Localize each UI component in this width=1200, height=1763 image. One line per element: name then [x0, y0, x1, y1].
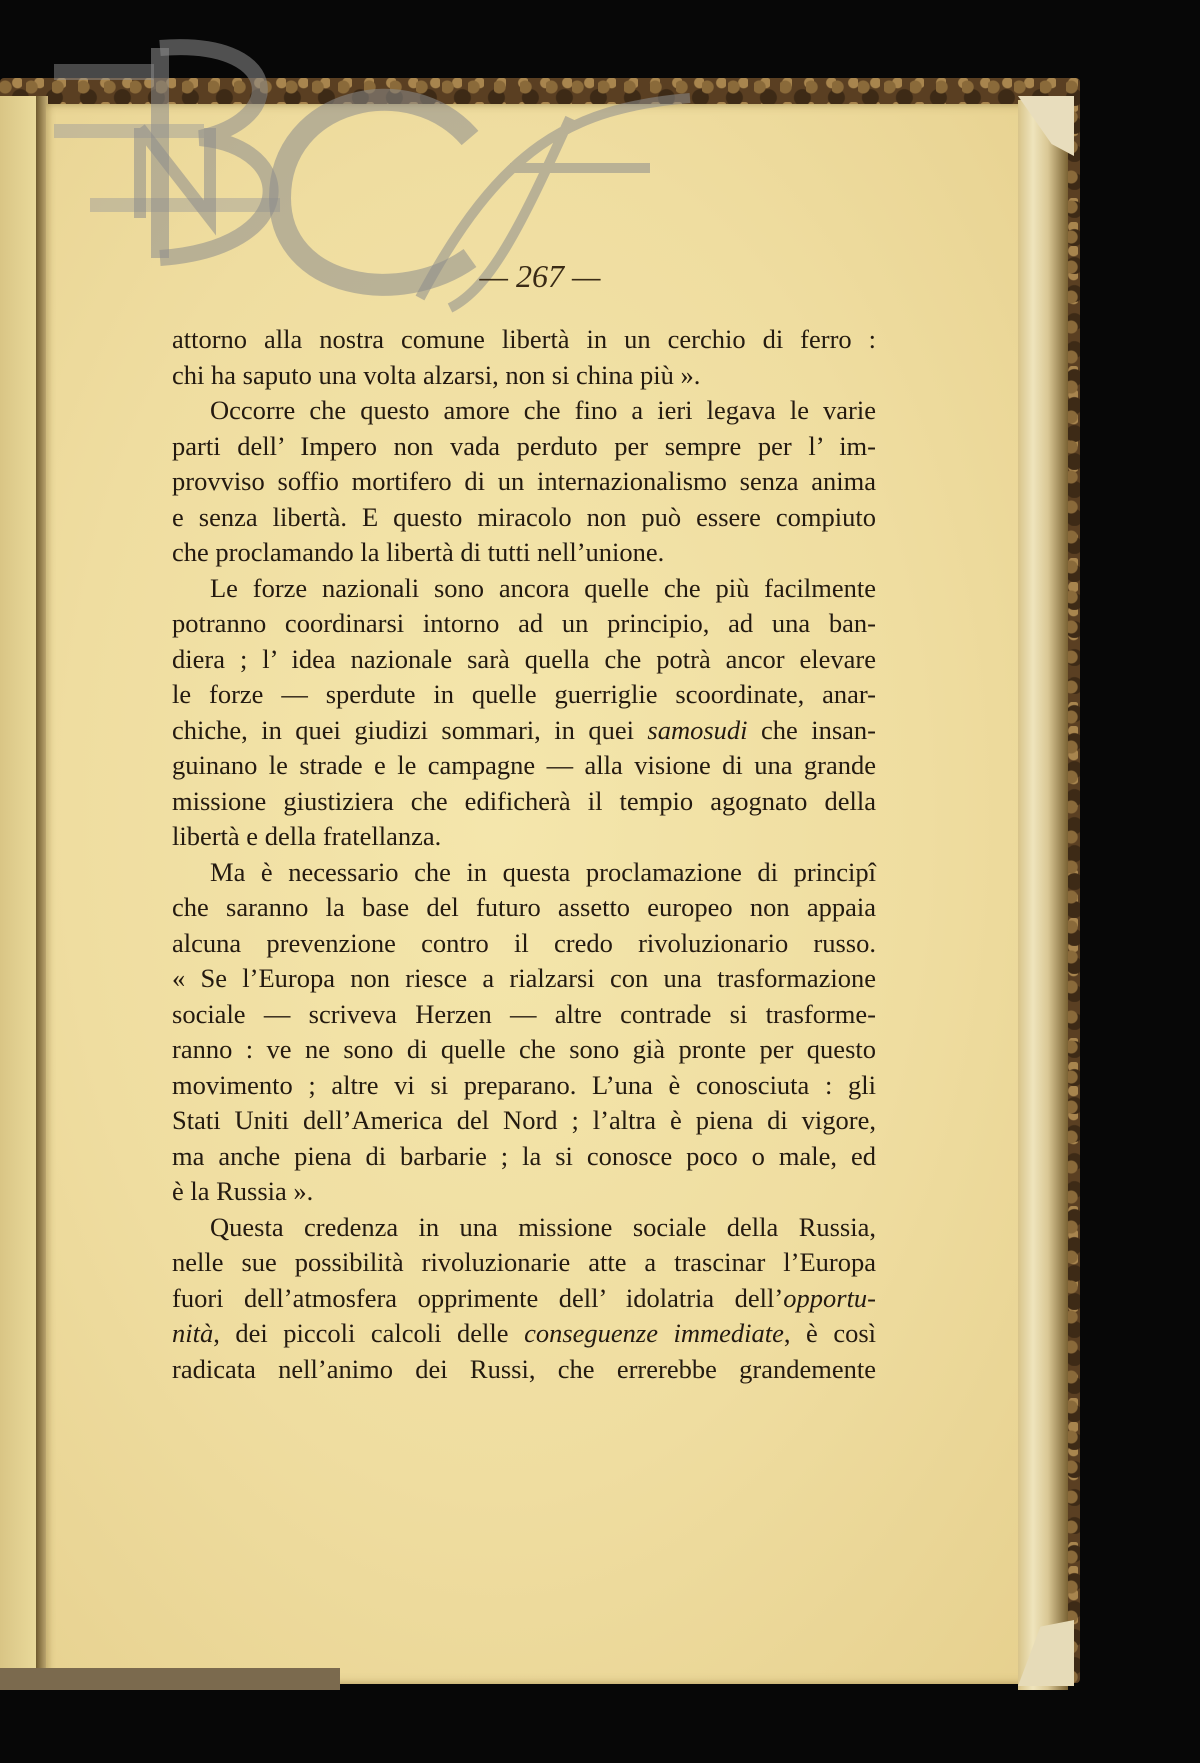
- text-line: le forze — sperdute in quelle guerriglie scoordinate, anar-: [172, 679, 876, 709]
- text-line: che proclamando la libertà di tutti nell’unione.: [172, 537, 665, 567]
- text-span: , dei piccoli calcoli delle: [213, 1318, 525, 1348]
- text-line: movimento ; altre vi si preparano. L’una è conosciuta : gli: [172, 1069, 876, 1100]
- text-line: attorno alla nostra comune libertà in un cerchio di ferro :: [172, 324, 876, 354]
- page-fore-edge: [1018, 100, 1068, 1690]
- text-span: che insan-: [747, 714, 876, 745]
- page-number: — 267 —: [479, 258, 601, 294]
- previous-page-edge: [0, 96, 38, 1676]
- text-line: missione giustiziera che edificherà il tempio agognato della: [172, 785, 876, 816]
- text-line: Ma è necessario che in questa proclamazione di principî: [210, 856, 876, 887]
- text-line: libertà e della fratellanza.: [172, 821, 442, 851]
- text-span: chiche, in quei giudizi sommari, in quei: [172, 714, 648, 745]
- text-line: nelle sue possibilità rivoluzionarie atte a trascinar l’Europa: [172, 1247, 876, 1277]
- text-line: è la Russia ».: [172, 1176, 314, 1206]
- binding-cloth: [0, 1668, 340, 1690]
- text-line: Stati Uniti dell’America del Nord ; l’altra è piena di vigore,: [172, 1105, 876, 1135]
- text-line: potranno coordinarsi intorno ad un principio, ad una ban-: [172, 608, 876, 638]
- text-line: provviso soffio mortifero di un internazionalismo senza anima: [172, 466, 876, 496]
- italic-text: conseguenze immediate: [524, 1318, 784, 1348]
- text-line: [172, 713, 876, 749]
- text-line: che saranno la base del futuro assetto europeo non appaia: [172, 892, 876, 922]
- text-line: guinano le strade e le campagne — alla visione di una grande: [172, 750, 876, 780]
- italic-text: nità: [172, 1318, 214, 1348]
- italic-text: opportu-: [783, 1282, 876, 1313]
- text-line: parti dell’ Impero non vada perduto per sempre per l’ im-: [172, 430, 876, 461]
- text-line: chi ha saputo una volta alzarsi, non si china più ».: [172, 359, 701, 390]
- text-span: fuori dell’atmosfera opprimente dell’ idolatria dell’: [172, 1282, 784, 1313]
- text-line: « Se l’Europa non riesce a rialzarsi con una trasformazione: [172, 963, 876, 993]
- text-line: [172, 1316, 876, 1352]
- text-line: e senza libertà. E questo miracolo non può essere compiuto: [172, 501, 876, 532]
- text-line: Le forze nazionali sono ancora quelle che più facilmente: [210, 572, 876, 603]
- text-line: diera ; l’ idea nazionale sarà quella che potrà ancor elevare: [172, 643, 876, 674]
- italic-text: samosudi: [647, 714, 748, 745]
- text-line: Occorre che questo amore che fino a ieri legava le varie: [210, 395, 876, 425]
- text-span: , è così: [783, 1318, 876, 1348]
- text-line: ranno : ve ne sono di quelle che sono già pronte per questo: [172, 1034, 876, 1064]
- text-line: alcuna prevenzione contro il credo rivoluzionario russo.: [172, 927, 876, 958]
- text-line: Questa credenza in una missione sociale della Russia,: [210, 1211, 876, 1242]
- text-line: radicata nell’animo dei Russi, che errerebbe grandemente: [172, 1353, 876, 1384]
- text-line: ma anche piena di barbarie ; la si conosce poco o male, ed: [172, 1140, 876, 1171]
- page-text: [172, 322, 876, 1387]
- text-line: [172, 1281, 876, 1317]
- text-line: sociale — scriveva Herzen — altre contrade si trasforme-: [172, 998, 876, 1029]
